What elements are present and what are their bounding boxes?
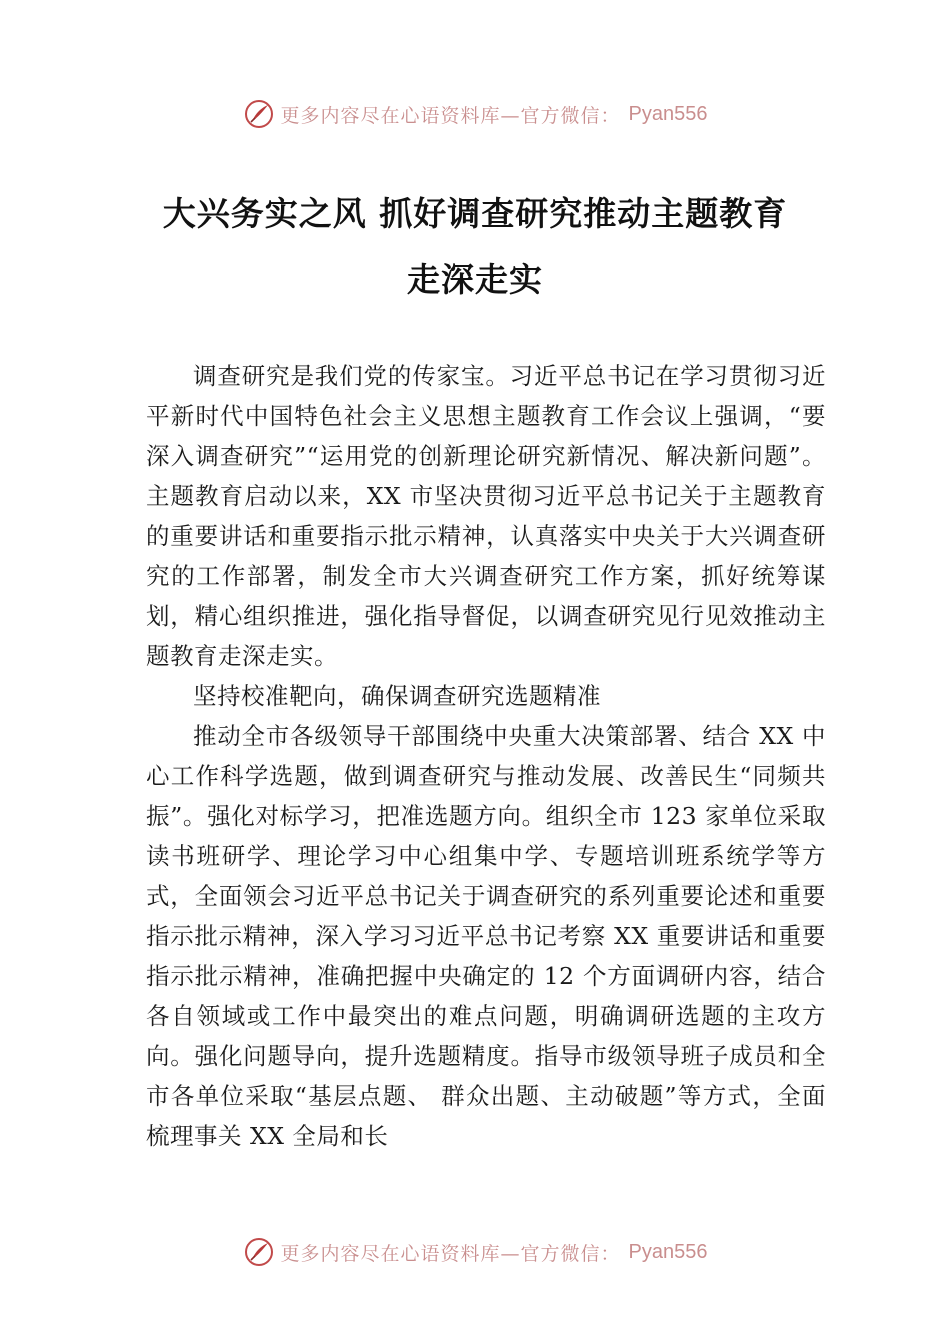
document-body (146, 356, 826, 1156)
paragraph-intro: 调查研究是我们党的传家宝。习近平总书记在学习贯彻习近平新时代中国特色社会主义思想主题教育工作会议上强调，“要深入调查研究”“运用党的创新理论研究新情况、解决新问题”。主题教育启动以来，XX 市坚决贯彻习近平总书记关于主题教育的重要讲话和重要指示批示精神，认真落实中央关于大兴调查研究的工作部署，制发全市大兴调查研究工作方案，抓好统筹谋划，精心组织推进，强化指导督促，以调查研究见行见效推动主题教育走深走实。 (146, 362, 826, 670)
section-heading: 坚持校准靶向，确保调查研究选题精准 (193, 682, 601, 710)
quill-logo-icon (243, 98, 275, 130)
document-title-line-1: 大兴务实之风 抓好调查研究推动主题教育 (162, 194, 788, 233)
paragraph-section-1: 推动全市各级领导干部围绕中央重大决策部署、结合 XX 中心工作科学选题，做到调查研究与推动发展、改善民生“同频共振”。强化对标学习，把准选题方向。组织全市 123 家单位采取读书班研学、理论学习中心组集中学、专题培训班系统学等方式，全面领会习近平总书记关于调查研究的系列重要论述和重要指示批示精神，深入学习习近平总书记考察 XX 重要讲话和重要指示批示精神，准确把握中央确定的 12 个方面调研内容，结合各自领域或工作中最突出的难点问题，明确调研选题的主攻方向。强化问题导向，提升选题精度。指导市级领导班子成员和全市各单位采取“基层点题、 群众出题、主动破题”等方式，全面梳理事关 XX 全局和长 (146, 722, 826, 1150)
watermark-header (0, 94, 950, 134)
watermark-wechat-id: Pyan556 (628, 102, 708, 125)
quill-logo-icon (243, 1236, 275, 1268)
watermark-wechat-id: Pyan556 (628, 1240, 708, 1263)
document-title-line-2: 走深走实 (407, 260, 543, 299)
watermark-footer (0, 1232, 950, 1272)
watermark-text: 更多内容尽在心语资料库—官方微信： (280, 1242, 621, 1265)
watermark-text: 更多内容尽在心语资料库—官方微信： (280, 104, 621, 127)
